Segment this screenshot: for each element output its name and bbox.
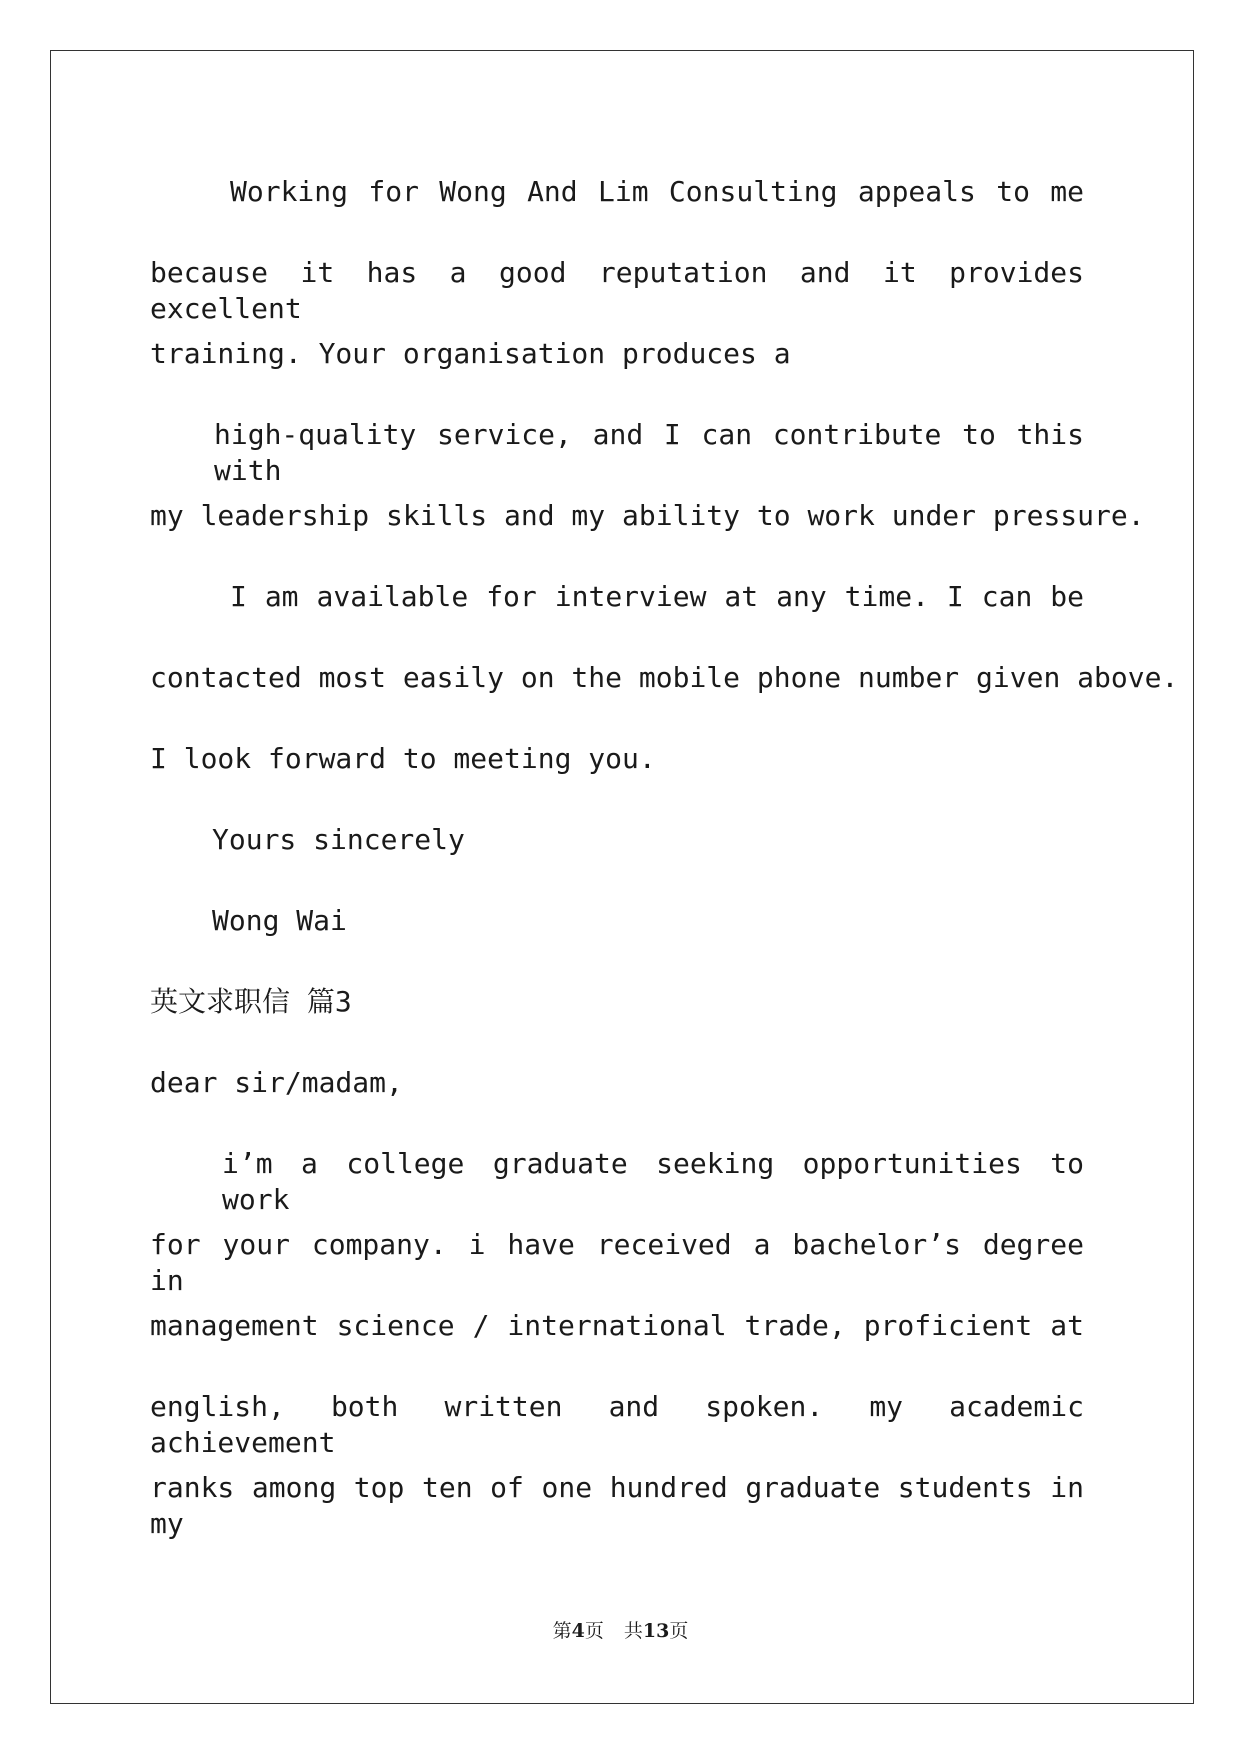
greeting: dear sir/madam, [150,1066,403,1099]
paragraph-line: I look forward to meeting you. [150,742,656,775]
paragraph-line: my leadership skills and my ability to work under pressure. [150,499,1145,532]
footer-page-prefix: 第 [552,1620,572,1642]
paragraph-line: i’m a college graduate seeking opportunities to work [222,1147,1084,1216]
paragraph-line: english, both written and spoken. my academic achievement [150,1390,1084,1459]
footer-total-prefix: 共 [623,1620,643,1642]
footer-total-pages: 13 [642,1620,670,1642]
section-heading: 英文求职信 篇3 [150,985,352,1018]
signature-name: Wong Wai [212,904,347,937]
paragraph-line: I am available for interview at any time. I can be [230,580,1084,613]
paragraph-line: training. Your organisation produces a [150,337,791,370]
footer-page-number: 4 [571,1620,585,1642]
paragraph-line: ranks among top ten of one hundred graduate students in my [150,1471,1084,1540]
footer-total-suffix: 页 [669,1620,689,1642]
paragraph-line: because it has a good reputation and it provides excellent [150,256,1084,325]
paragraph-line: management science / international trade, proficient at [150,1309,1084,1342]
paragraph-line: for your company. i have received a bachelor’s degree in [150,1228,1084,1297]
footer-page-suffix: 页 [584,1620,604,1642]
paragraph-line: Working for Wong And Lim Consulting appeals to me [230,175,1084,208]
closing-salutation: Yours sincerely [212,823,465,856]
paragraph-line: contacted most easily on the mobile phone number given above. [150,661,1179,694]
paragraph-line: high-quality service, and I can contribute to this with [214,418,1084,487]
page-footer [0,1616,1241,1643]
